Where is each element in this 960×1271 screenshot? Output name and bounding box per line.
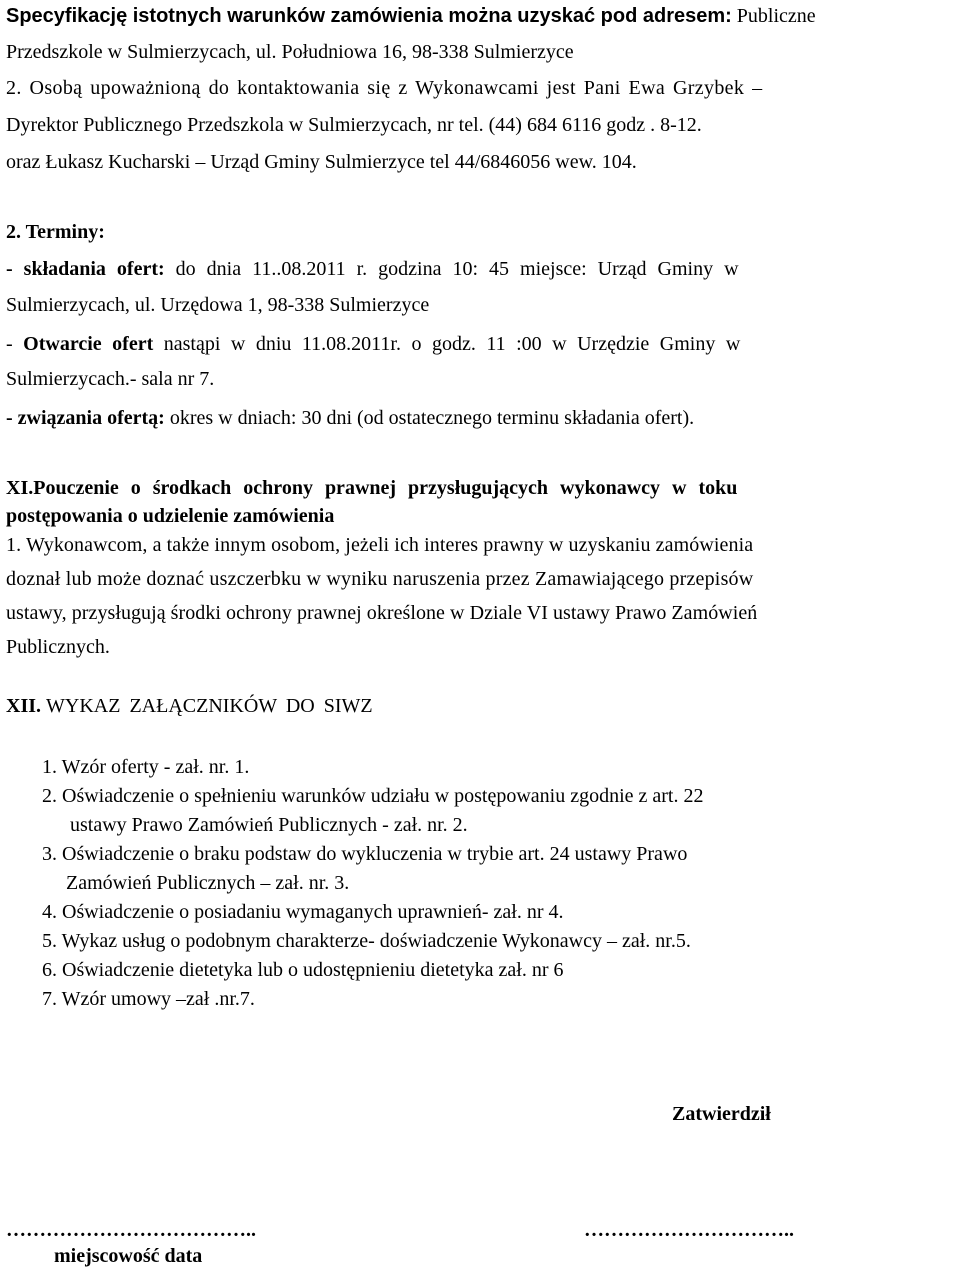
attachment-item-7: 7. Wzór umowy –zał .nr.7. [42,988,255,1010]
section-xi-heading-1: XI.Pouczenie o środkach ochrony prawnej przysługujących wykonawcy w toku [6,477,738,499]
otwarcie-text: nastąpi w dniu 11.08.2011r. o godz. 11 :00 w Urzędzie Gminy w [163,333,741,355]
terminy-zwiazanie [6,406,694,431]
terminy-skladanie [6,257,739,282]
attachment-item-1: 1. Wzór oferty - zał. nr. 1. [42,756,250,778]
zwiazanie-label: - związania ofertą: [6,407,165,429]
otwarcie-label: Otwarcie ofert [23,333,154,355]
contact-line-2: Dyrektor Publicznego Przedszkola w Sulmierzycach, nr tel. (44) 684 6116 godz . 8-12. [6,114,702,136]
terminy-otwarcie [6,332,740,357]
section-xi-para-2: doznał lub może doznać uszczerbku w wyniku naruszenia przez Zamawiającego przepisów [6,568,754,590]
section-xi-para-3: ustawy, przysługują środki ochrony prawnej określone w Dziale VI ustawy Prawo Zamówień [6,602,758,624]
terminy-skladanie-cont: Sulmierzycach, ul. Urzędowa 1, 98-338 Sulmierzyce [6,294,430,316]
attachment-item-6: 6. Oświadczenie dietetyka lub o udostępnieniu dietetyka zał. nr 6 [42,959,564,981]
intro-bold-text: Specyfikację istotnych warunków zamówienia można uzyskać pod adresem: [6,5,732,27]
attachment-item-4: 4. Oświadczenie o posiadaniu wymaganych uprawnień- zał. nr 4. [42,901,564,923]
otwarcie-prefix: - [6,333,13,355]
intro-line-1 [6,4,816,29]
attachment-item-2-cont: ustawy Prawo Zamówień Publicznych - zał. nr. 2. [70,814,468,836]
approved-label: Zatwierdził [672,1103,771,1125]
section-xii-title: WYKAZ ZAŁĄCZNIKÓW DO SIWZ [46,695,373,717]
terminy-otwarcie-cont: Sulmierzycach.- sala nr 7. [6,368,215,390]
attachment-item-5: 5. Wykaz usług o podobnym charakterze- doświadczenie Wykonawcy – zał. nr.5. [42,930,691,952]
skladanie-label: - składania ofert: [6,258,165,280]
section-xii-heading [6,694,373,719]
section-xi-para-1: 1. Wykonawcom, a także innym osobom, jeżeli ich interes prawny w uzyskaniu zamówienia [6,534,754,556]
intro-rest-text: Publiczne [736,5,816,27]
section-xi-heading-2: postępowania o udzielenie zamówienia [6,505,335,527]
attachment-item-2: 2. Oświadczenie o spełnieniu warunków udziału w postępowaniu zgodnie z art. 22 [42,785,704,807]
contact-line-3: oraz Łukasz Kucharski – Urząd Gminy Sulmierzyce tel 44/6846056 wew. 104. [6,151,637,173]
dots-right: ………………………….. [584,1219,794,1241]
terminy-heading: 2. Terminy: [6,221,105,243]
attachment-item-3: 3. Oświadczenie o braku podstaw do wykluczenia w trybie art. 24 ustawy Prawo [42,843,688,865]
zwiazanie-text: okres w dniach: 30 dni (od ostatecznego terminu składania ofert). [169,407,695,429]
section-xi-para-4: Publicznych. [6,636,110,658]
section-xii-number: XII. [6,695,42,717]
skladanie-text: do dnia 11..08.2011 r. godzina 10: 45 miejsce: Urząd Gminy w [175,258,739,280]
attachment-item-3-cont: Zamówień Publicznych – zał. nr. 3. [66,872,350,894]
contact-line-1: 2. Osobą upoważnioną do kontaktowania się z Wykonawcami jest Pani Ewa Grzybek – [6,77,763,99]
dots-left: ……………………………….. [6,1219,256,1241]
intro-line-2: Przedszkole w Sulmierzycach, ul. Południowa 16, 98-338 Sulmierzyce [6,41,574,63]
place-date-label: miejscowość data [54,1245,203,1267]
